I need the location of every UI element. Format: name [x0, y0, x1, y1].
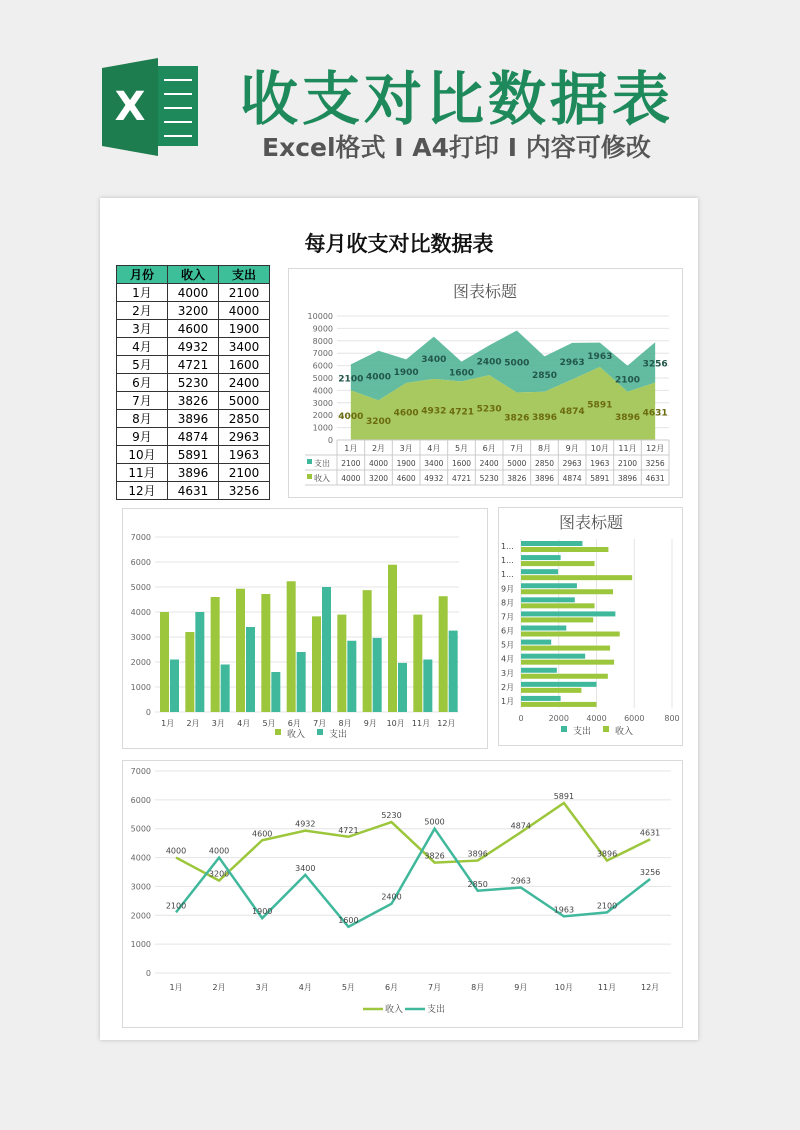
data-label: 4932 [421, 406, 447, 417]
table-value: 2100 [617, 459, 638, 468]
data-label: 4600 [252, 829, 273, 839]
data-label: 4000 [165, 846, 187, 856]
category-label: 8月 [471, 983, 485, 992]
table-value: 1963 [590, 459, 610, 468]
category-label: 4月 [427, 444, 441, 453]
column-chart [122, 508, 488, 749]
category-label: 4月 [298, 983, 312, 992]
bar [287, 581, 296, 712]
column-header: 月份 [117, 266, 168, 284]
data-label: 3826 [424, 851, 445, 861]
table-value: 2100 [341, 459, 361, 468]
y-tick-label: 1000 [130, 683, 151, 692]
data-label: 4874 [510, 821, 531, 831]
data-label: 5230 [381, 811, 402, 821]
category-label: 3月 [211, 719, 225, 728]
table-row [117, 284, 270, 302]
bar [521, 547, 608, 552]
category-label: 2月 [501, 682, 515, 692]
table-cell: 2850 [219, 410, 270, 428]
data-label: 1900 [393, 368, 419, 379]
bar [347, 641, 356, 712]
data-label: 2963 [510, 876, 531, 886]
category-label: 1... [501, 556, 514, 566]
table-value: 4000 [341, 474, 361, 483]
data-label: 2100 [165, 901, 187, 911]
bar [246, 627, 255, 712]
table-cell: 1900 [219, 320, 270, 338]
category-label: 11月 [411, 719, 431, 728]
data-label: 1963 [587, 351, 613, 362]
category-label: 7月 [428, 983, 442, 992]
series-label: 收入 [314, 474, 330, 483]
y-tick-label: 5000 [312, 374, 333, 383]
table-cell: 3200 [168, 302, 219, 320]
category-label: 2月 [186, 719, 200, 728]
table-cell: 4月 [117, 338, 168, 356]
chart-title: 图表标题 [452, 282, 518, 301]
table-value: 3826 [507, 474, 527, 483]
table-cell: 5月 [117, 356, 168, 374]
table-cell: 4874 [168, 428, 219, 446]
y-tick-label: 6000 [130, 795, 151, 805]
bar [439, 596, 448, 712]
table-cell: 4932 [168, 338, 219, 356]
y-tick-label: 5000 [130, 824, 151, 834]
table-cell: 10月 [117, 446, 168, 464]
legend-swatch [561, 726, 567, 732]
y-tick-label: 1000 [312, 423, 333, 433]
column-header: 支出 [219, 266, 270, 284]
legend-label: 收入 [385, 1005, 404, 1015]
table-cell: 3400 [219, 338, 270, 356]
y-tick-label: 7000 [130, 767, 151, 776]
bar [413, 615, 422, 712]
legend-label: 收入 [615, 727, 634, 737]
column-header: 收入 [168, 266, 219, 284]
data-label: 3256 [642, 359, 668, 370]
y-tick-label: 4000 [312, 386, 333, 396]
table-row [117, 464, 270, 482]
category-label: 4月 [237, 719, 251, 728]
category-label: 10月 [590, 444, 609, 453]
table-value: 2400 [479, 459, 499, 468]
x-tick-label: 4000 [586, 714, 607, 723]
category-label: 6月 [287, 719, 301, 728]
table-row [117, 482, 270, 500]
y-tick-label: 7000 [130, 533, 151, 542]
data-label: 2100 [614, 375, 641, 386]
bar [521, 541, 582, 546]
data-label: 4874 [559, 406, 585, 417]
data-label: 3896 [614, 412, 641, 423]
legend-label: 支出 [427, 1005, 446, 1015]
bar [521, 555, 561, 560]
bar [211, 597, 220, 712]
data-label: 3200 [365, 417, 392, 428]
category-label: 1月 [161, 719, 175, 728]
table-value: 3896 [534, 474, 555, 483]
bar [521, 654, 585, 659]
category-label: 8月 [537, 444, 552, 453]
bar [423, 660, 432, 713]
category-label: 2月 [371, 444, 386, 453]
table-value: 3200 [368, 474, 389, 483]
category-label: 9月 [565, 444, 579, 453]
bar [521, 597, 575, 602]
bar [363, 590, 372, 712]
category-label: 8月 [501, 598, 515, 608]
y-tick-label: 4000 [130, 853, 151, 863]
x-tick-label: 6000 [624, 714, 645, 723]
legend-label: 支出 [573, 727, 592, 737]
table-cell: 3896 [168, 410, 219, 428]
category-label: 7月 [510, 444, 524, 453]
bar [521, 583, 577, 588]
table-row [117, 374, 270, 392]
table-value: 3256 [645, 459, 665, 468]
bar [521, 589, 613, 594]
x-tick-label: 2000 [548, 714, 569, 723]
table-row [117, 392, 270, 410]
data-label: 3400 [421, 354, 447, 365]
table-cell: 1963 [219, 446, 270, 464]
stacked-area-chart [288, 268, 683, 498]
y-tick-label: 1000 [130, 940, 151, 950]
table-value: 3400 [424, 459, 444, 468]
table-cell: 3896 [168, 464, 219, 482]
category-label: 3月 [255, 983, 269, 992]
data-label: 4600 [393, 408, 419, 419]
line-chart [122, 760, 683, 1028]
category-label: 6月 [482, 444, 496, 453]
category-label: 10月 [386, 719, 405, 728]
bar [521, 561, 595, 566]
y-tick-label: 0 [327, 436, 333, 445]
bar [521, 626, 566, 631]
table-value: 3896 [617, 474, 638, 483]
bar [521, 682, 597, 687]
bar [521, 569, 558, 574]
x-tick-label: 800 [664, 714, 680, 723]
category-label: 6月 [384, 983, 399, 992]
data-label: 2963 [559, 358, 585, 369]
data-label: 5000 [424, 817, 445, 827]
table-value: 5891 [590, 474, 610, 483]
table-row [117, 410, 270, 428]
table-cell: 6月 [117, 374, 168, 392]
series-line [176, 803, 650, 881]
data-label: 1900 [252, 907, 273, 917]
data-label: 5891 [553, 792, 575, 802]
table-row [117, 302, 270, 320]
table-value: 5000 [507, 459, 527, 468]
category-label: 12月 [646, 444, 665, 453]
table-value: 2963 [562, 459, 582, 468]
data-label: 4000 [338, 412, 364, 423]
data-label: 4000 [208, 846, 230, 856]
bar [449, 631, 458, 712]
table-cell: 11月 [117, 464, 168, 482]
table-cell: 3月 [117, 320, 168, 338]
data-label: 2400 [381, 892, 402, 902]
category-label: 9月 [501, 584, 515, 594]
bar [521, 603, 595, 608]
table-value: 4874 [562, 474, 582, 483]
table-cell: 7月 [117, 392, 168, 410]
bar [398, 663, 407, 712]
table-value: 4000 [368, 459, 389, 468]
table-cell: 5000 [219, 392, 270, 410]
table-row [117, 428, 270, 446]
y-tick-label: 0 [145, 708, 151, 717]
table-cell: 4000 [219, 302, 270, 320]
bar [297, 652, 306, 712]
y-tick-label: 10000 [307, 312, 333, 321]
table-cell: 4631 [168, 482, 219, 500]
legend-swatch [307, 459, 312, 464]
table-cell: 8月 [117, 410, 168, 428]
bar [521, 632, 620, 637]
y-tick-label: 3000 [130, 882, 151, 892]
table-row [117, 446, 270, 464]
table-row [117, 338, 270, 356]
page-title: 每月收支对比数据表 [304, 232, 494, 256]
table-value: 4721 [451, 474, 472, 483]
category-label: 1月 [344, 444, 358, 453]
table-value: 1900 [396, 459, 416, 468]
category-label: 12月 [437, 719, 456, 728]
category-label: 10月 [554, 983, 573, 992]
subtitle: Excel格式 I A4打印 I 内容可修改 [262, 133, 651, 162]
category-label: 2月 [212, 983, 226, 992]
data-label: 5000 [504, 358, 530, 369]
data-label: 3826 [504, 413, 530, 424]
bar [271, 672, 280, 712]
excel-logo [102, 58, 202, 156]
table-row [117, 320, 270, 338]
x-tick-label: 0 [518, 714, 524, 723]
chart-title: 图表标题 [558, 513, 624, 532]
bar [195, 612, 204, 712]
legend-label: 收入 [287, 730, 306, 740]
horizontal-bar-chart [498, 507, 683, 746]
category-label: 5月 [341, 983, 355, 992]
table-value: 2850 [534, 459, 555, 468]
category-label: 12月 [641, 983, 660, 992]
data-label: 1600 [448, 368, 475, 379]
series-label: 支出 [314, 459, 330, 468]
table-cell: 2100 [219, 284, 270, 302]
category-label: 1... [501, 542, 514, 552]
y-tick-label: 7000 [312, 349, 333, 359]
data-label: 2100 [338, 374, 364, 385]
svg-text:X: X [114, 84, 146, 130]
legend-swatch [307, 474, 312, 479]
bar [521, 575, 632, 580]
main-title: 收支对比数据表 [240, 65, 675, 133]
table-cell: 9月 [117, 428, 168, 446]
bar [322, 587, 331, 712]
data-label: 4000 [365, 372, 392, 383]
category-label: 4月 [501, 654, 515, 664]
legend-swatch [603, 726, 609, 732]
table-cell: 2月 [117, 302, 168, 320]
category-label: 5月 [501, 640, 515, 650]
bar [521, 702, 597, 707]
table-value: 4631 [645, 474, 665, 483]
table-cell: 5230 [168, 374, 219, 392]
category-label: 6月 [501, 626, 515, 636]
bar [521, 617, 593, 622]
table-cell: 3826 [168, 392, 219, 410]
table-cell: 2100 [219, 464, 270, 482]
data-label: 4631 [642, 408, 668, 419]
table-cell: 3256 [219, 482, 270, 500]
data-label: 4932 [295, 819, 316, 829]
bar [312, 616, 321, 712]
category-label: 3月 [399, 444, 413, 453]
table-cell: 4600 [168, 320, 219, 338]
table-row [117, 356, 270, 374]
data-label: 2400 [476, 357, 502, 368]
table-value: 4932 [424, 474, 444, 483]
bar [521, 696, 561, 701]
data-label: 5891 [587, 400, 613, 411]
data-label: 2850 [531, 371, 558, 382]
bar [261, 594, 270, 712]
table-cell: 4721 [168, 356, 219, 374]
data-label: 4631 [639, 828, 661, 838]
legend-swatch [317, 729, 323, 735]
data-label: 3400 [295, 863, 316, 873]
data-label: 3256 [639, 868, 661, 878]
data-label: 5230 [476, 404, 502, 415]
table-value: 4600 [396, 474, 416, 483]
category-label: 5月 [454, 444, 469, 453]
category-label: 9月 [514, 983, 528, 992]
legend-swatch [275, 729, 281, 735]
y-tick-label: 6000 [130, 558, 151, 567]
table-cell: 5891 [168, 446, 219, 464]
category-label: 8月 [338, 719, 352, 728]
bar [221, 665, 230, 713]
category-label: 9月 [363, 719, 377, 728]
table-cell: 1600 [219, 356, 270, 374]
data-label: 4721 [448, 407, 475, 418]
data-table [116, 265, 270, 500]
bar [521, 688, 581, 693]
bar [521, 646, 610, 651]
data-label: 3896 [531, 412, 558, 423]
table-cell: 2963 [219, 428, 270, 446]
document-page [100, 198, 698, 1040]
bar [521, 660, 614, 665]
data-label: 4721 [338, 825, 359, 835]
data-label: 3200 [208, 869, 230, 879]
category-label: 1月 [169, 983, 183, 992]
legend-label: 支出 [329, 730, 348, 740]
category-label: 1... [501, 570, 514, 580]
table-cell: 12月 [117, 482, 168, 500]
data-label: 2850 [467, 879, 488, 889]
data-label: 1963 [553, 905, 575, 915]
bar [388, 565, 397, 712]
bar [170, 660, 179, 713]
table-value: 5230 [479, 474, 499, 483]
category-label: 3月 [501, 668, 515, 678]
bar [373, 638, 382, 712]
table-cell: 2400 [219, 374, 270, 392]
bar [185, 632, 194, 712]
y-tick-label: 2000 [130, 911, 151, 921]
y-tick-label: 2000 [130, 658, 151, 667]
category-label: 7月 [313, 719, 327, 728]
y-tick-label: 5000 [130, 583, 151, 592]
bar [521, 611, 615, 616]
bar [337, 615, 346, 712]
bar [236, 589, 245, 712]
bar [160, 612, 169, 712]
bar [521, 674, 608, 679]
data-label: 3896 [467, 849, 488, 859]
category-label: 1月 [501, 696, 515, 706]
y-tick-label: 6000 [312, 361, 333, 371]
bar [521, 640, 551, 645]
y-tick-label: 3000 [312, 398, 333, 408]
y-tick-label: 4000 [130, 608, 151, 617]
category-label: 11月 [618, 444, 637, 453]
data-label: 2100 [596, 901, 618, 911]
table-cell: 4000 [168, 284, 219, 302]
category-label: 11月 [597, 983, 617, 992]
y-tick-label: 2000 [312, 411, 333, 421]
y-tick-label: 9000 [312, 324, 333, 334]
table-value: 1600 [451, 459, 472, 468]
y-tick-label: 3000 [130, 633, 151, 642]
y-tick-label: 8000 [312, 336, 333, 346]
table-header-row [117, 266, 270, 284]
bar [521, 668, 557, 673]
category-label: 5月 [262, 719, 276, 728]
data-label: 1600 [338, 915, 359, 925]
category-label: 7月 [501, 612, 515, 622]
table-cell: 1月 [117, 284, 168, 302]
y-tick-label: 0 [145, 969, 151, 978]
data-label: 3896 [596, 849, 618, 859]
